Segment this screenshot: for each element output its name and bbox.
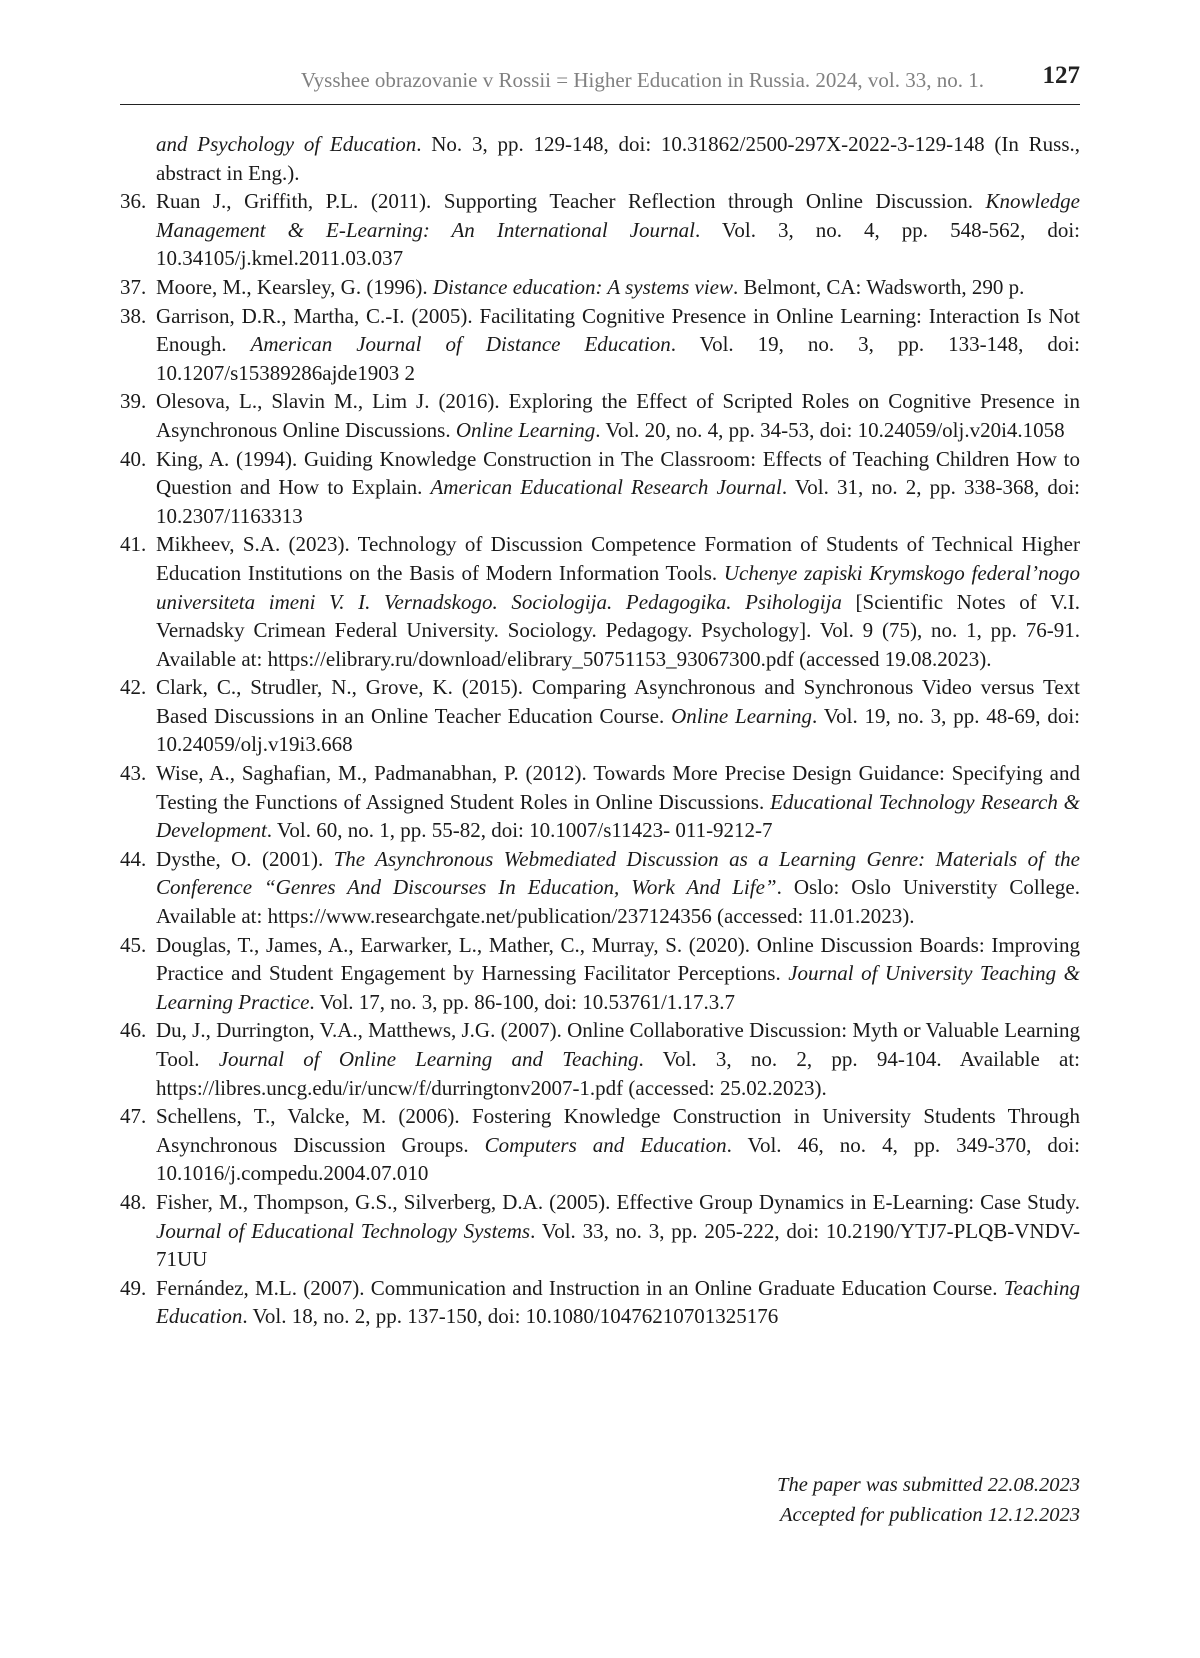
reference-text: . Vol. 20, no. 4, pp. 34-53, doi: 10.24059/olj.v20i4.1058 [595, 417, 1065, 442]
reference-source: Journal of Online Learning and Teaching [218, 1047, 639, 1071]
reference-item [120, 187, 1080, 273]
reference-number: 49. [120, 1275, 147, 1300]
reference-text: . No. 3, pp. 129-148, doi: 10.31862/2500-297X-2022-3-129-148 (In Russ., abstract in Eng.). [156, 132, 1080, 185]
reference-text: King, A. (1994). Guiding Knowledge Construction in The Classroom: Effects of Teaching Children How to Question and How to Explain. [156, 446, 1080, 500]
reference-text: Schellens, T., Valcke, M. (2006). Fostering Knowledge Construction in University Students Through Asynchronous Discussion Groups. [156, 1104, 1080, 1157]
reference-item [120, 273, 1080, 302]
reference-text: . Vol. 17, no. 3, pp. 86-100, doi: 10.53761/1.17.3.7 [309, 989, 736, 1014]
reference-source: American Journal of Distance Education [250, 332, 671, 357]
reference-text: . Vol. 46, no. 4, pp. 349-370, doi: 10.1016/j.compedu.2004.07.010 [156, 1132, 1081, 1186]
reference-number: 39. [120, 389, 147, 414]
reference-number: 44. [120, 846, 147, 871]
reference-text: Wise, A., Saghafian, M., Padmanabhan, P. (2012). Towards More Precise Design Guidance: Specifying and Testing the Functions of Assigned Student Roles in Online Discussions. [156, 761, 1080, 814]
reference-number: 41. [120, 532, 147, 557]
reference-number: 36. [120, 189, 147, 214]
reference-text: Fisher, M., Thompson, G.S., Silverberg, D.A. (2005). Effective Group Dynamics in E-Learning: Case Study. [156, 1189, 1080, 1214]
reference-text: . Vol. 19, no. 3, pp. 48-69, doi: 10.24059/olj.v19i3.668 [156, 703, 1080, 757]
reference-source: Online Learning [455, 417, 596, 442]
reference-item [120, 530, 1080, 673]
reference-source: Uchenye zapiski Krymskogo federal’nogo universiteta imeni V. I. Vernadskogo. Sociologija. Pedagogika. Psihologija [156, 560, 1080, 614]
reference-number: 48. [120, 1189, 147, 1214]
reference-text: Fernández, M.L. (2007). Communication and Instruction in an Online Graduate Education Course. [156, 1275, 1004, 1300]
reference-source: Journal of Educational Technology Systems [156, 1218, 531, 1243]
reference-source: The Asynchronous Webmediated Discussion as a Learning Genre: Materials of the Conference “Genres And Discourses In Education, Work And Life” [156, 846, 1080, 900]
reference-item [120, 445, 1080, 531]
reference-source: and Psychology of Education [156, 132, 417, 156]
submitted-date: The paper was submitted 22.08.2023 [777, 1474, 1080, 1496]
accepted-date: Accepted for publication 12.12.2023 [779, 1504, 1080, 1526]
reference-number: 43. [120, 761, 147, 786]
reference-source: Journal of University Teaching & Learning Practice [156, 961, 1081, 1014]
reference-item [120, 302, 1080, 388]
reference-source: Educational Technology Research & Development [156, 789, 1081, 843]
reference-number: 37. [120, 274, 147, 299]
reference-text: Clark, C., Strudler, N., Grove, K. (2015). Comparing Asynchronous and Synchronous Video versus Text Based Discussions in an Online Teacher Education Course. [156, 675, 1080, 728]
reference-text: . Vol. 18, no. 2, pp. 137-150, doi: 10.1080/10476210701325176 [242, 1304, 779, 1329]
reference-number: 42. [120, 675, 147, 700]
reference-text: . Vol. 31, no. 2, pp. 338-368, doi: 10.2307/1163313 [156, 475, 1080, 528]
reference-number: 47. [120, 1104, 147, 1129]
reference-text: Dysthe, O. (2001). [156, 846, 334, 871]
reference-source: Teaching Education [156, 1275, 1080, 1329]
reference-text: Douglas, T., James, A., Earwarker, L., Mather, C., Murray, S. (2020). Online Discussion Boards: Improving Practice and Student Engagement by Harnessing Facilitator Perceptions. [156, 932, 1080, 986]
reference-text: . Vol. 60, no. 1, pp. 55-82, doi: 10.1007/s11423- 011-9212-7 [266, 818, 773, 843]
reference-text: . Belmont, CA: Wadsworth, 290 p. [733, 274, 1025, 299]
reference-item [120, 1274, 1080, 1331]
reference-item [120, 673, 1080, 759]
page-header [120, 60, 1080, 105]
reference-text: Olesova, L., Slavin M., Lim J. (2016). Exploring the Effect of Scripted Roles on Cognitive Presence in Asynchronous Online Discussions. [156, 389, 1080, 442]
reference-text: . Vol. 3, no. 2, pp. 94-104. Available at: https://libres.uncg.edu/ir/uncw/f/durringtonv2007-1.pdf (accessed: 25.02.2023). [156, 1047, 1081, 1100]
reference-text: Garrison, D.R., Martha, C.-I. (2005). Facilitating Cognitive Presence in Online Learning: Interaction Is Not Enough. [156, 303, 1080, 357]
reference-item [120, 1016, 1080, 1102]
reference-text: . Vol. 3, no. 4, pp. 548-562, doi: 10.34105/j.kmel.2011.03.037 [156, 217, 1081, 271]
reference-text: Ruan J., Griffith, P.L. (2011). Supporting Teacher Reflection through Online Discussion. [156, 189, 986, 214]
journal-title: Vysshee obrazovanie v Rossii = Higher Education in Russia. 2024, vol. 33, no. 1. [300, 68, 984, 92]
reference-number: 45. [120, 932, 147, 957]
reference-source: Distance education: A systems view [432, 274, 733, 299]
reference-item [120, 759, 1080, 845]
reference-item [120, 931, 1080, 1017]
reference-item [120, 845, 1080, 931]
reference-item [120, 1102, 1080, 1188]
reference-text: . Vol. 33, no. 3, pp. 205-222, doi: 10.2190/YTJ7-PLQB-VNDV-71UU [156, 1218, 1080, 1272]
reference-text: Du, J., Durrington, V.A., Matthews, J.G. (2007). Online Collaborative Discussion: Myth or Valuable Learning Tool. [156, 1018, 1080, 1071]
submission-note [777, 1470, 1080, 1530]
reference-source: Computers and Education [484, 1132, 727, 1157]
reference-item [120, 130, 1080, 187]
reference-source: American Educational Research Journal [430, 475, 782, 500]
reference-text: Mikheev, S.A. (2023). Technology of Discussion Competence Formation of Students of Technical Higher Education Institutions on the Basis of Modern Information Tools. [156, 532, 1080, 585]
reference-text: Moore, M., Kearsley, G. (1996). [156, 274, 433, 299]
reference-item [120, 387, 1080, 444]
reference-text: . Vol. 19, no. 3, pp. 133-148, doi: 10.1207/s15389286ajde1903 2 [156, 332, 1080, 385]
reference-text: . Oslo: Oslo Universtity College. Available at: https://www.researchgate.net/publication/237124356 (accessed: 11.01.2023). [156, 875, 1080, 929]
reference-number: 38. [120, 303, 147, 328]
page-number: 127 [1042, 62, 1080, 89]
reference-number: 40. [120, 446, 147, 471]
reference-number: 46. [120, 1018, 147, 1043]
reference-source: Knowledge Management & E-Learning: An International Journal [156, 189, 1080, 242]
reference-item [120, 1188, 1080, 1274]
reference-text: [Scientific Notes of V.I. Vernadsky Crimean Federal University. Sociology. Pedagogy. Psychology]. Vol. 9 (75), no. 1, pp. 76-91. Available at: https://elibrary.ru/download/elibrary_50751153_93067300.pdf (accessed 19.08.2023). [156, 589, 1080, 671]
reference-source: Online Learning [671, 703, 813, 728]
reference-list [120, 130, 1080, 1331]
